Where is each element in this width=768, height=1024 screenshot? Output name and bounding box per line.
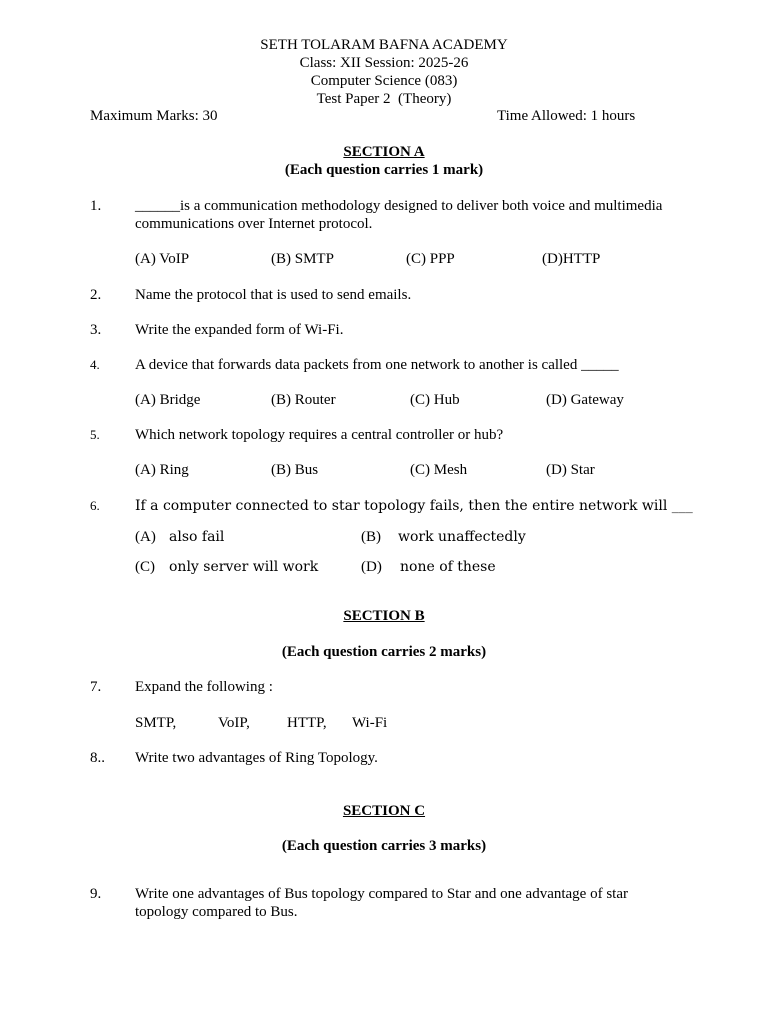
question-text: A device that forwards data packets from one network to another is called _____ <box>135 357 619 373</box>
option: (C) Mesh <box>410 462 468 478</box>
question-text: Write one advantages of Bus topology compared to Star and one advantage of star topology compared to Bus. <box>135 886 628 920</box>
option-text: work unaffectedly <box>398 529 526 545</box>
option: (D) Star <box>546 462 595 478</box>
option: (C) Hub <box>410 392 460 408</box>
option: (B) Bus <box>271 462 319 478</box>
question-number: 3. <box>90 322 102 338</box>
option-text: only server will work <box>169 559 319 575</box>
term: VoIP, <box>218 715 250 731</box>
question-number: 5. <box>90 427 100 442</box>
option-label: (D) <box>361 559 382 575</box>
option-text: also fail <box>169 529 225 545</box>
question-text: Expand the following : <box>135 679 273 695</box>
school-name: SETH TOLARAM BAFNA ACADEMY <box>260 37 508 53</box>
question-text: Which network topology requires a central controller or hub? <box>135 427 504 443</box>
option: (C) PPP <box>406 251 455 267</box>
option: (B) Router <box>271 392 336 408</box>
question-number: 2. <box>90 287 102 303</box>
paper-title: Test Paper 2 (Theory) <box>316 91 452 107</box>
section-b-title: SECTION B <box>343 608 425 624</box>
option: (B) SMTP <box>271 251 334 267</box>
option: (A) Ring <box>135 462 189 478</box>
time-allowed: Time Allowed: 1 hours <box>497 108 636 124</box>
question-number: 4. <box>90 357 100 372</box>
question-text: ______is a communication methodology designed to deliver both voice and multimedia communications over Internet protocol. <box>135 198 663 232</box>
section-a-subtitle: (Each question carries 1 mark) <box>284 162 484 178</box>
question-number: 1. <box>90 198 102 214</box>
subject: Computer Science (083) <box>310 73 458 89</box>
term: Wi-Fi <box>352 715 388 731</box>
option: (D)HTTP <box>542 251 601 267</box>
question-text: Write the expanded form of Wi-Fi. <box>135 322 344 338</box>
question-number: 6. <box>90 498 100 513</box>
question-text: Write two advantages of Ring Topology. <box>135 750 378 766</box>
section-a-title: SECTION A <box>343 144 425 160</box>
option-label: (B) <box>361 529 381 545</box>
question-text: Name the protocol that is used to send emails. <box>135 287 412 303</box>
option-text: none of these <box>400 559 496 575</box>
option: (A) VoIP <box>135 251 190 267</box>
section-b-subtitle: (Each question carries 2 marks) <box>281 644 487 660</box>
option-label: (A) <box>135 529 156 545</box>
question-text: If a computer connected to star topology fails, then the entire network will ___ <box>135 498 693 514</box>
option-label: (C) <box>135 559 155 575</box>
class-session: Class: XII Session: 2025-26 <box>299 55 469 71</box>
max-marks: Maximum Marks: 30 <box>90 108 218 124</box>
section-c-subtitle: (Each question carries 3 marks) <box>281 838 487 854</box>
option: (A) Bridge <box>135 392 201 408</box>
question-number: 9. <box>90 886 102 902</box>
term: HTTP, <box>287 715 327 731</box>
term: SMTP, <box>135 715 177 731</box>
question-number: 7. <box>90 679 102 695</box>
question-number: 8.. <box>90 750 105 766</box>
option: (D) Gateway <box>546 392 624 408</box>
section-c-title: SECTION C <box>342 803 426 819</box>
